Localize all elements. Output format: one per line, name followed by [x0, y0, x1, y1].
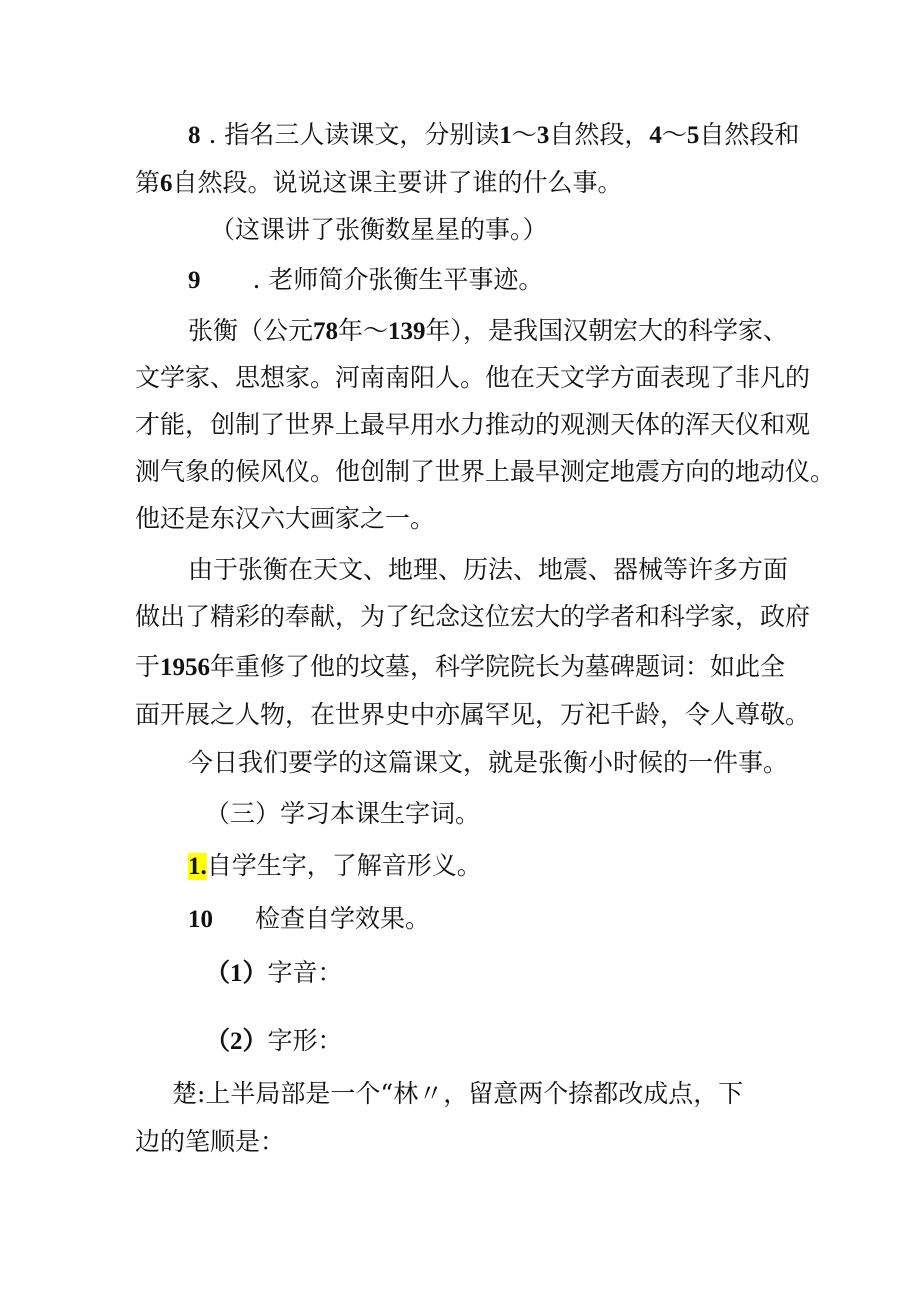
- item-number: 10: [188, 906, 213, 933]
- item-8-answer: （这课讲了张衡数星星的事。）: [210, 215, 548, 244]
- bio-line-5: 他还是东汉六大画家之一。: [135, 504, 436, 533]
- memorial-line-2: 做出了精彩的奉献，为了纪念这位宏大的学者和科学家，政府: [135, 602, 811, 631]
- item-number: 9: [188, 267, 201, 294]
- memorial-line-4: 面开展之人物，在世界史中亦属罕见，万祀千龄，令人尊敬。: [135, 700, 811, 729]
- item-8-line-1: 8 . 指名三人读课文，分别读1～3自然段，4～5自然段和: [188, 120, 800, 149]
- item-8-line-2: 第6自然段。说说这课主要讲了谁的什么事。: [135, 168, 623, 197]
- today-line: 今日我们要学的这篇课文，就是张衡小时候的一件事。: [188, 748, 789, 777]
- chu-line-2: 边的笔顺是：: [135, 1127, 286, 1156]
- item-number: 8: [188, 122, 201, 149]
- bio-line-4: 测气象的候风仪。他创制了世界上最早测定地震方向的地动仪。: [135, 457, 836, 486]
- bio-line-3: 才能，创制了世界上最早用水力推动的观测天体的浑天仪和观: [135, 410, 811, 439]
- step-10: 10 检查自学效果。: [188, 904, 431, 933]
- memorial-line-1: 由于张衡在天文、地理、历法、地震、器械等许多方面: [188, 555, 789, 584]
- highlighted-number: 1.: [188, 853, 207, 880]
- step-1: 1.自学生字，了解音形义。: [188, 851, 482, 880]
- section-heading: （三）学习本课生字词。: [205, 799, 481, 828]
- item-9: 9 . 老师简介张衡生平事迹。: [188, 265, 544, 294]
- memorial-line-3: 于1956年重修了他的坟墓，科学院院长为墓碑题词：如此全: [135, 652, 786, 681]
- bio-line-1: 张衡（公元78年～139年），是我国汉朝宏大的科学家、: [188, 316, 789, 345]
- sub-item-2: （2）字形：: [205, 1026, 343, 1055]
- chu-line-1: 楚:上半局部是一个“林〃，留意两个捺都改成点，下: [172, 1079, 744, 1108]
- sub-item-1: （1）字音：: [205, 958, 343, 987]
- bio-line-2: 文学家、思想家。河南南阳人。他在天文学方面表现了非凡的: [135, 363, 811, 392]
